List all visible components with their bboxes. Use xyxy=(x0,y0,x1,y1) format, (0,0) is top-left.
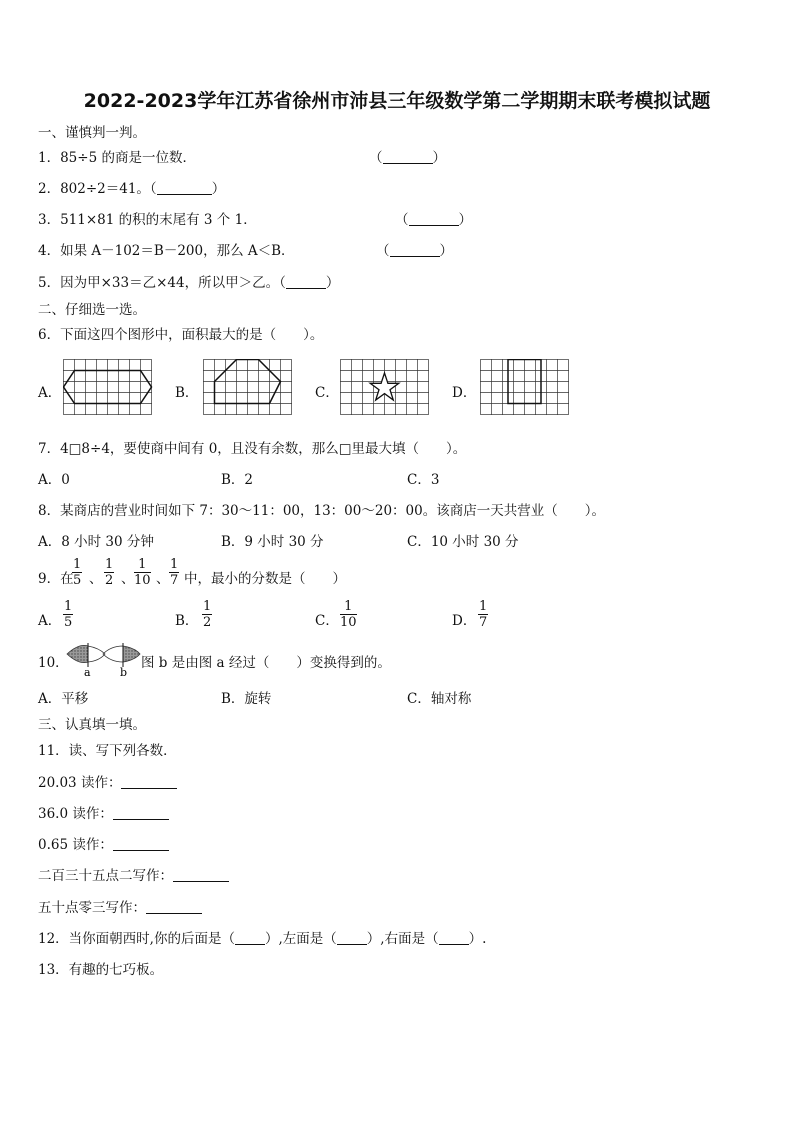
figure-b xyxy=(103,643,140,679)
question-9-prefix: 9．在 xyxy=(38,571,74,587)
q7-option-b[interactable]: B．2 xyxy=(221,472,254,488)
q10-option-b[interactable]: B．旋转 xyxy=(221,691,272,707)
question-5 xyxy=(38,271,339,291)
answer-blank[interactable] xyxy=(390,244,440,257)
q9-option-d-label[interactable]: D． xyxy=(452,613,477,629)
question-4 xyxy=(38,239,295,259)
section-heading-1: 一、谨慎判一判。 xyxy=(38,125,146,141)
question-2-text: 2．802÷2＝41。（ xyxy=(38,181,157,197)
answer-blank[interactable] xyxy=(286,276,326,289)
section-heading-3: 三、认真填一填。 xyxy=(38,717,146,733)
question-3 xyxy=(38,208,257,228)
q6-figure-b-pentagon xyxy=(203,359,293,416)
answer-blank[interactable] xyxy=(157,182,212,195)
q9-option-b-label[interactable]: B． xyxy=(175,613,199,629)
q9-option-a-fraction[interactable]: $\frac{1}{5}$ xyxy=(64,599,73,630)
paren-open: （ xyxy=(376,243,390,259)
q11-item-3 xyxy=(38,833,169,853)
q6-figure-d-rectangle xyxy=(480,359,570,416)
question-1 xyxy=(38,146,196,166)
q11-item-label: 二百三十五点二写作： xyxy=(38,868,173,884)
question-4-answer[interactable] xyxy=(376,239,453,259)
q6-option-c-label[interactable]: C． xyxy=(315,385,339,401)
q9-fraction-1: $\frac{1}{5}$ xyxy=(73,557,82,588)
paren-close: ） xyxy=(458,212,472,228)
q11-item-label: 0.65 读作： xyxy=(38,837,113,853)
grid xyxy=(63,359,152,415)
page-title: 2022-2023学年江苏省徐州市沛县三年级数学第二学期期末联考模拟试题 xyxy=(83,90,711,112)
q9-option-a-label[interactable]: A． xyxy=(38,613,62,629)
answer-blank-left[interactable] xyxy=(337,932,367,945)
question-10-number: 10． xyxy=(38,655,69,671)
q10-option-a[interactable]: A．平移 xyxy=(38,691,89,707)
label-a: a xyxy=(84,666,91,679)
answer-blank[interactable] xyxy=(113,838,169,851)
paren-close: ） xyxy=(439,243,453,259)
q9-option-c-label[interactable]: C． xyxy=(315,613,339,629)
answer-blank[interactable] xyxy=(146,901,202,914)
question-6-text: 6．下面这四个图形中，面积最大的是（ ）。 xyxy=(38,327,324,343)
q8-option-b[interactable]: B．9 小时 30 分 xyxy=(221,534,324,550)
q9-fraction-3: $\frac{1}{10}$ xyxy=(134,557,151,588)
q9-option-b-fraction[interactable]: $\frac{1}{2}$ xyxy=(203,599,212,630)
paren-open: （ xyxy=(369,150,383,166)
question-9-suffix: 中，最小的分数是（ ） xyxy=(184,571,346,587)
q11-item-label: 36.0 读作： xyxy=(38,806,113,822)
q8-option-c[interactable]: C．10 小时 30 分 xyxy=(407,534,519,550)
answer-blank[interactable] xyxy=(409,213,459,226)
question-1-text: 1．85÷5 的商是一位数． xyxy=(38,150,196,166)
question-5-text: 5．因为甲×33＝乙×44，所以甲＞乙。（ xyxy=(38,275,286,291)
q10-leaf-figures xyxy=(65,641,141,679)
answer-blank[interactable] xyxy=(113,807,169,820)
question-13-text: 13．有趣的七巧板。 xyxy=(38,962,164,978)
label-b: b xyxy=(120,666,128,679)
figure-a xyxy=(67,643,105,679)
q12-part-1: 12．当你面朝西时,你的后面是（ xyxy=(38,931,235,947)
q11-item-label: 五十点零三写作： xyxy=(38,900,146,916)
q7-option-a[interactable]: A．0 xyxy=(38,472,70,488)
q8-option-a[interactable]: A．8 小时 30 分钟 xyxy=(38,534,154,550)
q9-fraction-4: $\frac{1}{7}$ xyxy=(170,557,179,588)
question-1-answer[interactable] xyxy=(369,146,446,166)
question-11-text: 11．读、写下列各数． xyxy=(38,743,177,759)
answer-blank[interactable] xyxy=(173,869,229,882)
q12-part-2: ）,左面是（ xyxy=(264,931,337,947)
question-12 xyxy=(38,927,486,947)
q9-option-d-fraction[interactable]: $\frac{1}{7}$ xyxy=(479,599,488,630)
q6-option-d-label[interactable]: D． xyxy=(452,385,477,401)
answer-blank[interactable] xyxy=(121,776,177,789)
q12-part-3: ）,右面是（ xyxy=(366,931,439,947)
separator: 、 xyxy=(121,571,135,587)
paren-close: ） xyxy=(325,275,340,291)
q11-item-5 xyxy=(38,896,202,916)
paren-close: ） xyxy=(432,150,446,166)
question-2 xyxy=(38,177,225,197)
question-8-text: 8．某商店的营业时间如下 7：30～11：00，13：00～20：00。该商店一天共营业（ ）。 xyxy=(38,503,605,519)
paren-open: （ xyxy=(395,212,409,228)
question-4-text: 4．如果 A－102＝B－200，那么 A＜B． xyxy=(38,243,295,259)
question-7-text: 7．4□8÷4，要使商中间有 0，且没有余数，那么□里最大填（ ）。 xyxy=(38,441,467,457)
q6-figure-c-star xyxy=(340,359,430,416)
q10-option-c[interactable]: C．轴对称 xyxy=(407,691,472,707)
q11-item-label: 20.03 读作： xyxy=(38,775,122,791)
answer-blank-back[interactable] xyxy=(235,932,265,945)
q12-part-4: ）. xyxy=(468,931,487,947)
question-10-text: 图 b 是由图 a 经过（ ）变换得到的。 xyxy=(141,655,391,671)
q11-item-2 xyxy=(38,802,169,822)
question-3-answer[interactable] xyxy=(395,208,472,228)
q11-item-1 xyxy=(38,771,177,791)
question-3-text: 3．511×81 的积的末尾有 3 个 1． xyxy=(38,212,257,228)
section-heading-2: 二、仔细选一选。 xyxy=(38,302,146,318)
q11-item-4 xyxy=(38,864,229,884)
q6-figure-a-hexagon xyxy=(63,359,153,416)
q6-option-b-label[interactable]: B． xyxy=(175,385,199,401)
answer-blank[interactable] xyxy=(383,151,433,164)
q9-fraction-2: $\frac{1}{2}$ xyxy=(105,557,114,588)
q6-option-a-label[interactable]: A． xyxy=(38,385,62,401)
paren-close: ） xyxy=(211,181,226,197)
q9-option-c-fraction[interactable]: $\frac{1}{10}$ xyxy=(340,599,357,630)
separator: 、 xyxy=(89,571,103,587)
q7-option-c[interactable]: C．3 xyxy=(407,472,440,488)
answer-blank-right[interactable] xyxy=(439,932,469,945)
separator: 、 xyxy=(156,571,170,587)
